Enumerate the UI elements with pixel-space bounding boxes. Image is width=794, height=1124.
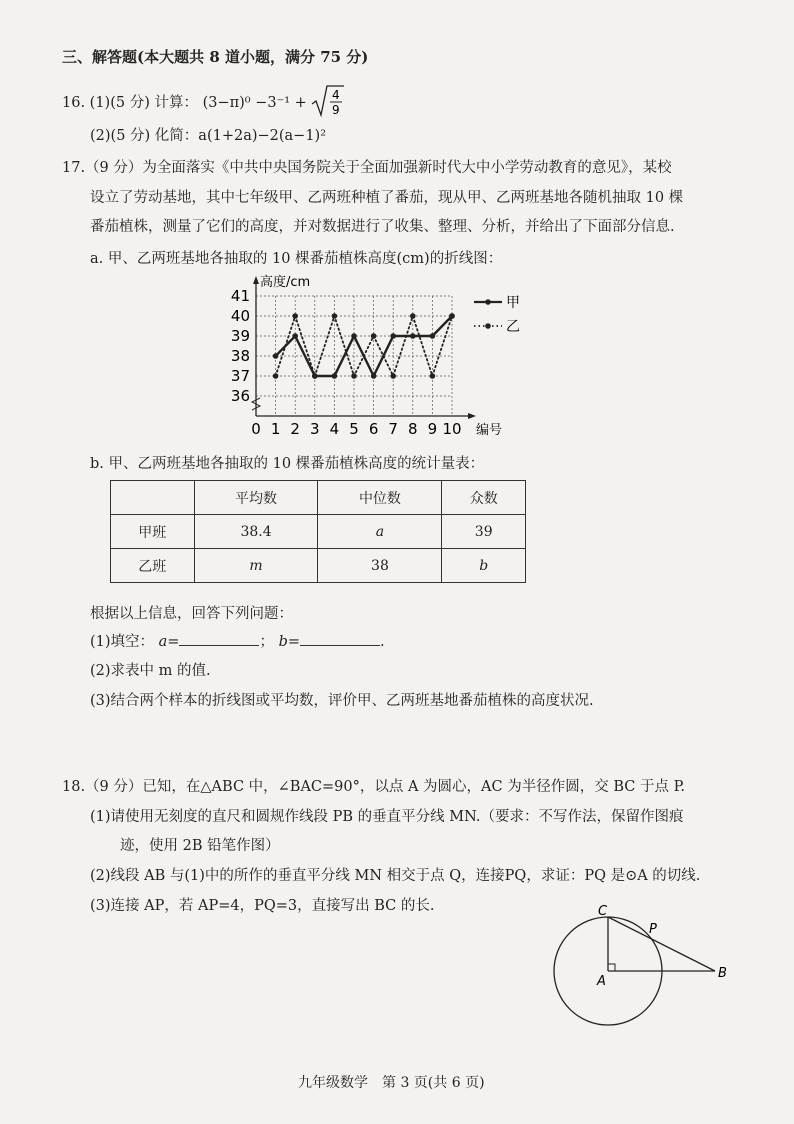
label-c: C	[598, 904, 608, 919]
q16-part1-prefix: 16. (1)(5 分) 计算：	[62, 95, 198, 111]
q16-frac-num: 4	[332, 88, 341, 102]
line-chart	[230, 268, 540, 443]
y-tick-label: 41	[230, 287, 250, 305]
x-tick-label: 1	[270, 420, 281, 438]
y-tick-label: 38	[230, 347, 250, 365]
q18-line4: (2)线段 AB 与(1)中的所作的垂直平分线 MN 相交于点 Q，连接PQ，求证：PQ 是⊙A 的切线.	[90, 868, 701, 884]
x-axis-label: 编号	[476, 423, 503, 438]
label-p: P	[649, 922, 657, 937]
geometry-figure	[540, 904, 740, 1045]
q18-line3: 迹，使用 2B 铅笔作图）	[120, 838, 280, 854]
y-tick-label: 37	[230, 367, 250, 385]
right-angle-mark	[608, 964, 615, 971]
x-axis-arrow	[468, 413, 476, 419]
data-point-yi	[273, 373, 279, 379]
section-title: 三、解答题(本大题共 8 道小题，满分 75 分)	[62, 48, 369, 66]
data-point-yi	[332, 313, 338, 319]
table-header-cell: 众数	[442, 481, 526, 515]
q17-q1-prefix: (1)填空：	[90, 634, 155, 650]
x-tick-label: 6	[368, 420, 379, 438]
x-tick-label: 9	[427, 420, 438, 438]
data-point-yi	[292, 313, 298, 319]
q18-line1: 18.（9 分）已知，在△ABC 中，∠BAC=90°，以点 A 为圆心，AC 为半径作圆，交 BC 于点 P.	[62, 779, 686, 795]
axis-break	[252, 398, 260, 410]
y-tick-label: 36	[230, 387, 250, 405]
table-row	[111, 549, 526, 583]
data-point-yi	[430, 373, 436, 379]
q18-line5: (3)连接 AP，若 AP=4，PQ=3，直接写出 BC 的长.	[90, 898, 435, 914]
y-axis-arrow	[253, 276, 259, 284]
y-tick-label: 39	[230, 327, 250, 345]
legend-marker	[485, 299, 491, 305]
data-point-yi	[371, 333, 377, 339]
data-point-jia	[371, 373, 377, 379]
x-tick-label: 0	[251, 420, 261, 438]
table-row	[111, 515, 526, 549]
legend-label: 甲	[506, 295, 520, 311]
table-header-cell	[111, 481, 195, 515]
x-tick-label: 8	[408, 420, 418, 438]
table-cell: b	[442, 549, 526, 583]
table-cell: 甲班	[111, 515, 195, 549]
table-cell: 乙班	[111, 549, 195, 583]
q17-fill-blank: (1)填空： a= ； b= .	[90, 630, 385, 651]
data-point-yi	[390, 373, 396, 379]
series-line-yi	[276, 316, 452, 376]
data-point-jia	[273, 353, 279, 359]
x-tick-label: 7	[388, 420, 398, 438]
q16-part2: (2)(5 分) 化简：a(1+2a)−2(a−1)²	[90, 128, 327, 144]
table-cell: 38	[318, 549, 442, 583]
data-point-jia	[390, 333, 396, 339]
q17-line3: 番茄植株，测量了它们的高度，并对数据进行了收集、整理、分析，并给出了下面部分信息.	[90, 219, 675, 235]
y-axis-label: 高度/cm	[260, 275, 311, 290]
q17-q1-a-label: a=	[158, 634, 180, 650]
legend-marker	[485, 323, 491, 329]
data-point-jia	[410, 333, 416, 339]
q17-q3: (3)结合两个样本的折线图或平均数，评价甲、乙两班基地番茄植株的高度状况.	[90, 693, 594, 709]
q17-prompt: 根据以上信息，回答下列问题：	[90, 606, 293, 622]
q17-part-a: a. 甲、乙两班基地各抽取的 10 棵番茄植株高度(cm)的折线图：	[90, 251, 503, 267]
table-cell: a	[318, 515, 442, 549]
data-point-yi	[449, 313, 455, 319]
x-tick-label: 2	[290, 420, 300, 438]
x-tick-label: 5	[349, 420, 359, 438]
data-point-jia	[292, 333, 298, 339]
x-tick-label: 10	[442, 420, 462, 438]
series-line-jia	[276, 316, 452, 376]
q17-line1: 17.（9 分）为全面落实《中共中央国务院关于全面加强新时代大中小学劳动教育的意见》，某校	[62, 160, 672, 176]
data-point-jia	[332, 373, 338, 379]
stats-table	[110, 480, 526, 583]
data-point-jia	[430, 333, 436, 339]
table-cell: m	[194, 549, 318, 583]
q16-frac-den: 9	[332, 103, 341, 117]
q16-part1-expr: (3−π)⁰ −3⁻¹ +	[202, 95, 307, 111]
table-header-cell: 中位数	[318, 481, 442, 515]
data-point-yi	[410, 313, 416, 319]
y-tick-label: 40	[230, 307, 250, 325]
label-b: B	[718, 966, 727, 981]
q16-part1	[62, 84, 345, 122]
q17-line2: 设立了劳动基地，其中七年级甲、乙两班种植了番茄，现从甲、乙两班基地各随机抽取 10 棵	[90, 190, 684, 206]
q17-q1-b-label: b=	[278, 634, 300, 650]
answer-blank-a[interactable]	[179, 631, 259, 646]
label-a: A	[597, 974, 606, 989]
data-point-yi	[312, 373, 318, 379]
table-header-cell: 平均数	[194, 481, 318, 515]
data-point-jia	[351, 333, 357, 339]
data-point-yi	[351, 373, 357, 379]
table-cell: 39	[442, 515, 526, 549]
table-header-row	[111, 481, 526, 515]
q18-line2: (1)请使用无刻度的直尺和圆规作线段 PB 的垂直平分线 MN.（要求：不写作法，保留作图痕	[90, 809, 684, 825]
q17-part-b: b. 甲、乙两班基地各抽取的 10 棵番茄植株高度的统计量表：	[90, 456, 485, 472]
answer-blank-b[interactable]	[300, 631, 380, 646]
x-tick-label: 3	[310, 420, 320, 438]
legend-label: 乙	[506, 319, 520, 335]
sqrt-symbol	[311, 84, 345, 122]
q17-q2: (2)求表中 m 的值.	[90, 663, 211, 679]
table-cell: 38.4	[194, 515, 318, 549]
x-tick-label: 4	[329, 420, 340, 438]
page-footer: 九年级数学 第 3 页(共 6 页)	[298, 1075, 485, 1091]
